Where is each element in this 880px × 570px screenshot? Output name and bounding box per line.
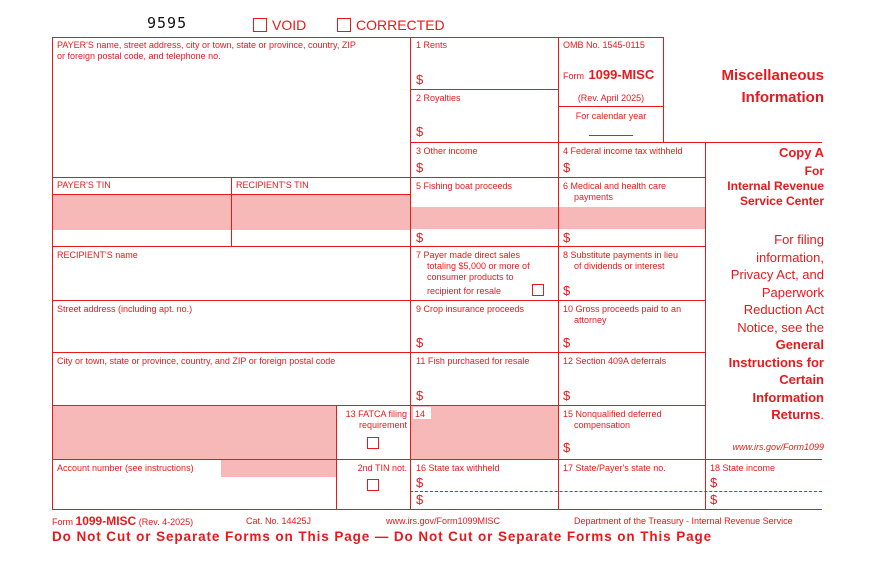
payer-name-label-2: or foreign postal code, and telephone no. bbox=[57, 51, 221, 61]
fatca-label: 13 FATCA filing bbox=[345, 409, 407, 419]
box4-dollar: $ bbox=[563, 160, 571, 175]
box11-label: 11 Fish purchased for resale bbox=[416, 356, 530, 366]
copy-label: Copy A bbox=[778, 145, 824, 160]
notice-last-bold: Returns bbox=[771, 407, 821, 422]
box8-label: 8 Substitute payments in lieu bbox=[563, 250, 679, 260]
account-shade bbox=[221, 460, 336, 477]
box18-dollar-2: $ bbox=[710, 492, 718, 507]
box5-input[interactable] bbox=[427, 232, 553, 245]
notice-line: Reduction Act bbox=[743, 302, 824, 317]
box7-label-4: recipient for resale bbox=[427, 286, 502, 296]
line bbox=[410, 89, 558, 90]
box6-dollar: $ bbox=[563, 230, 571, 245]
box9-input[interactable] bbox=[427, 337, 553, 350]
box15-label: 15 Nonqualified deferred bbox=[563, 409, 662, 419]
box18-dollar-1: $ bbox=[710, 475, 718, 490]
box7-label-3: consumer products to bbox=[427, 272, 514, 282]
recipient-name-label: RECIPIENT'S name bbox=[57, 250, 138, 260]
footer-revision: (Rev. 4-2025) bbox=[138, 517, 194, 527]
calendar-year-label: For calendar year bbox=[575, 111, 647, 121]
payer-name-label: PAYER'S name, street address, city or town, state or province, country, ZIP bbox=[57, 40, 356, 50]
recipient-name-input[interactable] bbox=[57, 270, 402, 290]
footer-form bbox=[52, 514, 193, 528]
box12-label: 12 Section 409A deferrals bbox=[563, 356, 667, 366]
omb-number: OMB No. 1545-0115 bbox=[563, 40, 645, 50]
box8-dollar: $ bbox=[563, 283, 571, 298]
box6-label: 6 Medical and health care bbox=[563, 181, 667, 191]
box11-input[interactable] bbox=[427, 390, 553, 403]
payer-name-input[interactable] bbox=[57, 64, 402, 172]
line bbox=[52, 37, 664, 38]
notice-period: . bbox=[820, 407, 824, 422]
line bbox=[705, 142, 706, 510]
box8-input[interactable] bbox=[574, 285, 700, 298]
city-state-label: City or town, state or province, country, and ZIP or foreign postal code bbox=[57, 356, 336, 366]
fatca-checkbox[interactable] bbox=[367, 437, 379, 449]
footer-cat-no: Cat. No. 14425J bbox=[246, 516, 312, 526]
notice-bold-line: Certain bbox=[779, 372, 824, 387]
footer-url[interactable]: www.irs.gov/Form1099MISC bbox=[386, 516, 501, 526]
notice-bold-line: General bbox=[775, 337, 824, 352]
footer-department: Department of the Treasury - Internal Revenue Service bbox=[574, 516, 793, 526]
box16-input-1[interactable] bbox=[427, 477, 553, 490]
notice-last-line bbox=[771, 407, 824, 422]
notice-line: Paperwork bbox=[761, 285, 824, 300]
line bbox=[410, 142, 822, 143]
void-label: VOID bbox=[272, 17, 307, 33]
box15-dollar: $ bbox=[563, 440, 571, 455]
box16-dollar-2: $ bbox=[416, 492, 424, 507]
account-number-input[interactable] bbox=[57, 480, 332, 500]
line bbox=[336, 405, 337, 510]
box1-dollar: $ bbox=[416, 72, 424, 87]
corrected-checkbox[interactable] bbox=[337, 18, 351, 32]
box14-shade bbox=[411, 406, 558, 459]
line bbox=[52, 352, 705, 353]
line bbox=[663, 37, 664, 142]
footer-warning: Do Not Cut or Separate Forms on This Page — Do Not Cut or Separate Forms on This Page bbox=[52, 529, 713, 544]
box17-input-2[interactable] bbox=[563, 494, 701, 507]
payer-tin-input[interactable] bbox=[57, 209, 225, 223]
box12-dollar: $ bbox=[563, 388, 571, 403]
line bbox=[558, 37, 559, 510]
box9-dollar: $ bbox=[416, 335, 424, 350]
box15-input[interactable] bbox=[574, 442, 700, 455]
box15-label-2: compensation bbox=[574, 420, 631, 430]
notice-line: Notice, see the bbox=[737, 320, 824, 335]
copy-irs-line1: Internal Revenue bbox=[727, 179, 824, 193]
box5-dollar: $ bbox=[416, 230, 424, 245]
void-checkbox[interactable] bbox=[253, 18, 267, 32]
street-address-input[interactable] bbox=[57, 324, 402, 344]
box18-input-1[interactable] bbox=[721, 477, 819, 490]
box5-label: 5 Fishing boat proceeds bbox=[416, 181, 513, 191]
fatca-label-2: requirement bbox=[358, 420, 407, 430]
box4-input[interactable] bbox=[574, 162, 700, 175]
street-address-label: Street address (including apt. no.) bbox=[57, 304, 193, 314]
box9-label: 9 Crop insurance proceeds bbox=[416, 304, 525, 314]
line bbox=[52, 37, 53, 510]
form-title-line1: Miscellaneous bbox=[721, 67, 824, 84]
box2-dollar: $ bbox=[416, 124, 424, 139]
box10-label: 10 Gross proceeds paid to an bbox=[563, 304, 682, 314]
form-prefix: Form bbox=[563, 71, 584, 81]
recipient-tin-input[interactable] bbox=[236, 209, 404, 223]
box10-input[interactable] bbox=[574, 337, 700, 350]
notice-line: For filing bbox=[774, 232, 824, 247]
box6-label-2: payments bbox=[574, 192, 614, 202]
line bbox=[410, 37, 411, 510]
line bbox=[589, 135, 633, 136]
box8-label-2: of dividends or interest bbox=[574, 261, 665, 271]
line bbox=[52, 177, 705, 178]
copy-for: For bbox=[804, 164, 824, 178]
line bbox=[231, 177, 232, 246]
box3-input[interactable] bbox=[427, 162, 553, 175]
line bbox=[52, 509, 822, 510]
website-link[interactable]: www.irs.gov/Form1099 bbox=[732, 442, 824, 452]
line bbox=[52, 246, 705, 247]
form-name: 1099-MISC bbox=[588, 67, 655, 82]
box7-label: 7 Payer made direct sales bbox=[416, 250, 521, 260]
revision: (Rev. April 2025) bbox=[577, 93, 645, 103]
form-title-line2: Information bbox=[741, 89, 824, 106]
calendar-year-input[interactable] bbox=[590, 122, 632, 134]
form-code: 9595 bbox=[147, 14, 188, 32]
footer-form-name: 1099-MISC bbox=[75, 514, 137, 528]
second-tin-label: 2nd TIN not. bbox=[357, 463, 407, 473]
notice-line: Privacy Act, and bbox=[730, 267, 824, 282]
line bbox=[558, 106, 664, 107]
box17-input-1[interactable] bbox=[563, 477, 701, 490]
box18-input-2[interactable] bbox=[721, 494, 819, 507]
copy-irs-line2: Service Center bbox=[739, 194, 824, 208]
notice-bold-line: Information bbox=[752, 390, 824, 405]
box3-dollar: $ bbox=[416, 160, 424, 175]
box7-checkbox[interactable] bbox=[532, 284, 544, 296]
left-bottom-shade bbox=[53, 406, 336, 459]
payer-tin-label: PAYER'S TIN bbox=[57, 180, 111, 190]
box7-label-2: totaling $5,000 or more of bbox=[427, 261, 530, 271]
box3-label: 3 Other income bbox=[416, 146, 478, 156]
box2-label: 2 Royalties bbox=[416, 93, 461, 103]
box12-input[interactable] bbox=[574, 390, 700, 403]
box17-label: 17 State/Payer's state no. bbox=[563, 463, 666, 473]
box10-dollar: $ bbox=[563, 335, 571, 350]
box16-input-2[interactable] bbox=[427, 494, 553, 507]
form-title-block bbox=[563, 66, 654, 84]
box4-label: 4 Federal income tax withheld bbox=[563, 146, 683, 156]
second-tin-checkbox[interactable] bbox=[367, 479, 379, 491]
line bbox=[52, 405, 705, 406]
state-dashed-line bbox=[410, 491, 822, 492]
box2-input[interactable] bbox=[427, 126, 553, 139]
corrected-label: CORRECTED bbox=[356, 17, 445, 33]
box16-label: 16 State tax withheld bbox=[416, 463, 500, 473]
recipient-tin-label: RECIPIENT'S TIN bbox=[236, 180, 309, 190]
box10-label-2: attorney bbox=[574, 315, 607, 325]
notice-bold-line: Instructions for bbox=[728, 355, 824, 370]
box6-input[interactable] bbox=[574, 232, 700, 245]
city-state-input[interactable] bbox=[57, 377, 402, 397]
box11-dollar: $ bbox=[416, 388, 424, 403]
line bbox=[52, 459, 822, 460]
box14-label: 14 bbox=[415, 409, 426, 419]
footer-form-prefix: Form bbox=[52, 517, 73, 527]
box16-dollar-1: $ bbox=[416, 475, 424, 490]
notice-line: information, bbox=[756, 250, 824, 265]
account-number-label: Account number (see instructions) bbox=[57, 463, 194, 473]
box1-input[interactable] bbox=[427, 74, 553, 87]
line bbox=[52, 300, 705, 301]
box18-label: 18 State income bbox=[710, 463, 776, 473]
box1-label: 1 Rents bbox=[416, 40, 448, 50]
